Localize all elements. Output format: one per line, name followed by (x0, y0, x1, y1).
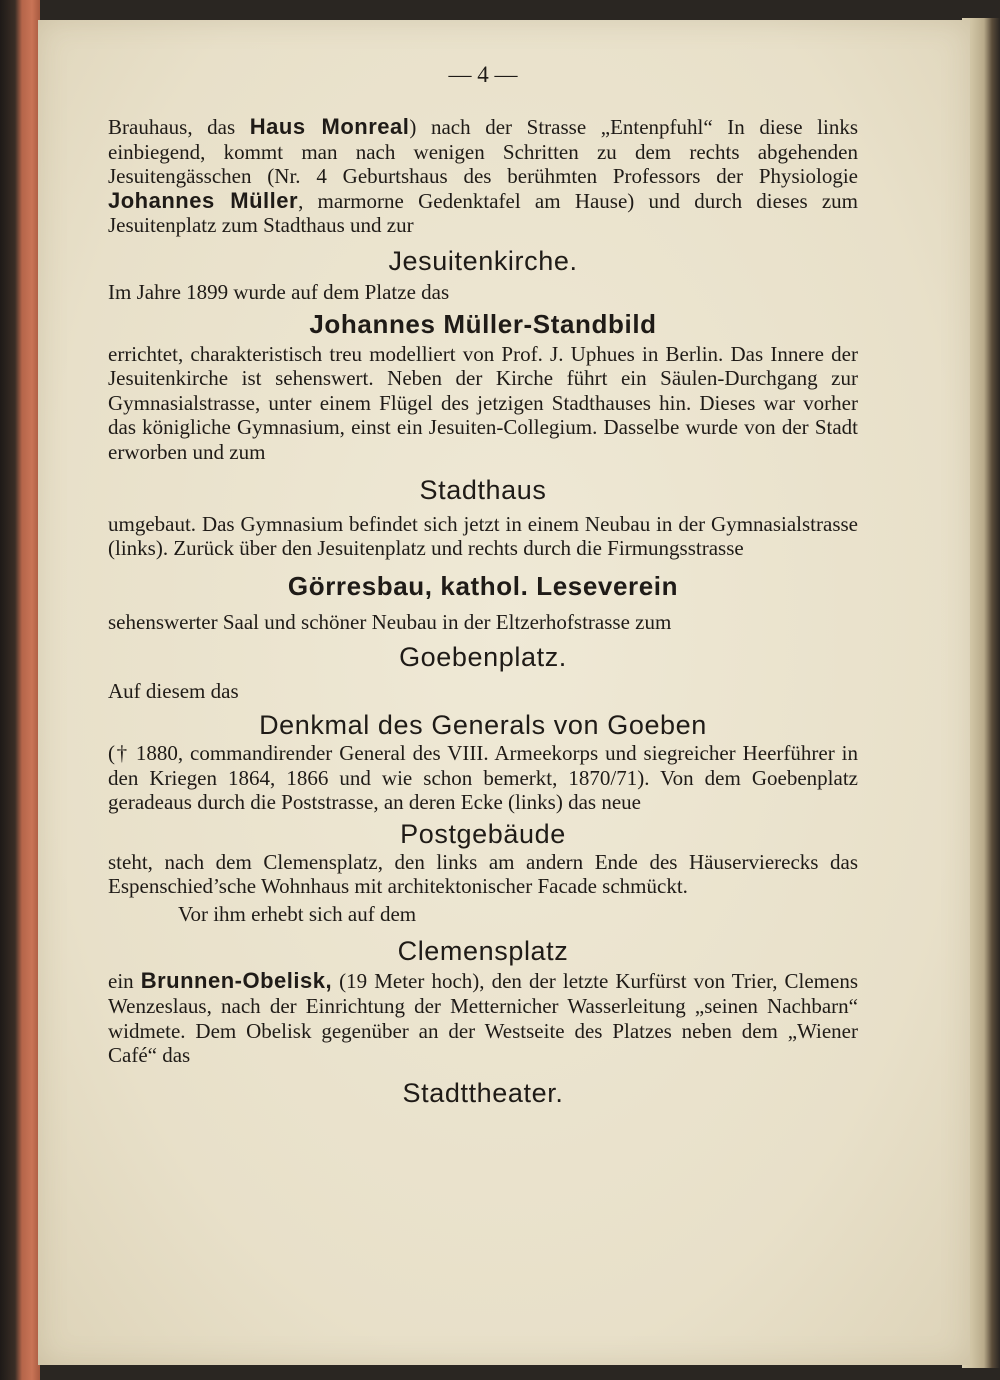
section-heading: Stadthaus (419, 474, 547, 505)
section-heading: Clemensplatz (397, 936, 569, 967)
section-heading: Postgebäude (400, 818, 566, 849)
paragraph (108, 741, 858, 819)
text-run: steht, nach dem Clemensplatz, den links am andern Ende des Häuservierecks das Espenschied’sche Wohnhaus mit architektonischer Facade schmückt. (108, 849, 858, 899)
text-run: ) nach der Strasse „Entenpfuhl“ In diese links einbiegend, kommt man nach wenigen Schritten zu dem rechts abgehenden Jesuitengässchen (Nr. 4 Geburtshaus des berühmten Professors der Physiologie (108, 115, 858, 189)
text-run: Brauhaus, das (108, 115, 250, 139)
text-run: (19 Meter hoch), den der letzte Kurfürst von Trier, Clemens Wenzeslaus, nach der Einrichtung der Metternicher Wasserleitung „seinen Nachbarn“ widmete. Dem Obelisk gegenüber an der Westseite des Platzes neben dem „Wiener Café“ das (108, 969, 859, 1068)
paragraph (108, 610, 858, 643)
section-heading: Goebenplatz. (399, 642, 567, 673)
paragraph (108, 679, 858, 710)
section-heading: Johannes Müller-Standbild (309, 308, 657, 339)
paragraph (108, 512, 858, 571)
text-run: († 1880, commandirender General des VIII. Armeekorps und siegreicher Heerführer in den Kriegen 1864, 1866 und wie schon bemerkt, 1870/71). Von dem Goebenplatz geradeaus durch die Poststrasse, an deren Ecke (links) das neue (108, 740, 858, 815)
emphasized-text: Haus Monreal (249, 114, 410, 139)
text-run: ein (108, 969, 141, 994)
emphasized-text: Johannes Müller (108, 187, 299, 213)
page-text (108, 55, 858, 1109)
text-run: Vor ihm erhebt sich auf dem (178, 901, 417, 926)
paragraph (108, 969, 858, 1077)
paragraph (108, 280, 858, 309)
section-heading: Görresbau, kathol. Leseverein (287, 570, 679, 601)
text-run: Im Jahre 1899 wurde auf dem Platze das (108, 279, 450, 304)
book-spine-edge (0, 0, 40, 1380)
text-run: Auf diesem das (108, 679, 239, 704)
paragraph (108, 902, 858, 937)
emphasized-text: Brunnen-Obelisk, (140, 968, 333, 994)
text-run: errichtet, charakteristisch treu modelliert von Prof. J. Uphues in Berlin. Das Innere der Jesuitenkirche ist sehenswert. Neben der Kirche führt ein Säulen-Durchgang zur Gymnasialstrasse, unter einem Flügel des jetzigen Stadthauses hin. Dieses war vorher das königliche Gymnasium, einst ein Jesuiten-Collegium. Dasselbe wurde von der Stadt erworben und zum (108, 341, 858, 464)
section-heading: Denkmal des Generals von Goeben (259, 709, 707, 740)
paragraph (108, 115, 858, 246)
text-run: sehenswerter Saal und schöner Neubau in der Eltzerhofstrasse zum (108, 609, 672, 634)
section-heading: Stadttheater. (402, 1077, 564, 1108)
text-run: , marmorne Gedenktafel am Hause) und durch dieses zum Jesuitenplatz zum Stadthaus und zur (108, 188, 859, 238)
text-flow (108, 115, 858, 1109)
page-number: — 4 — (448, 62, 518, 87)
paragraph (108, 342, 858, 475)
paragraph (108, 850, 858, 902)
text-run: umgebaut. Das Gymnasium befindet sich jetzt in einem Neubau in der Gymnasialstrasse (links). Zurück über den Jesuitenplatz und rechts durch die Firmungsstrasse (108, 511, 858, 561)
section-heading: Jesuitenkirche. (388, 245, 578, 276)
